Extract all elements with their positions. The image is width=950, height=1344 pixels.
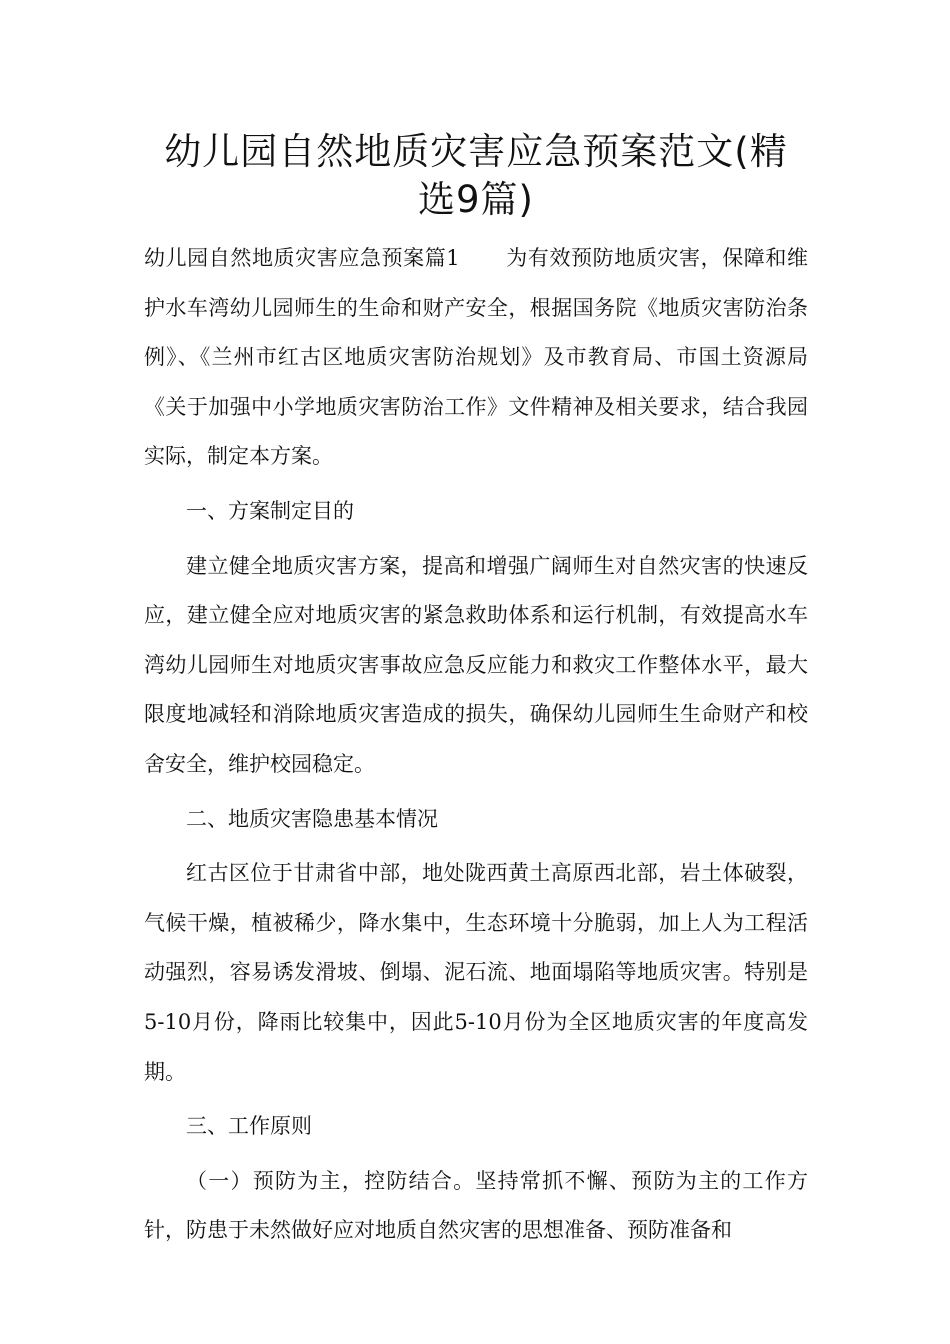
section-body-1: 建立健全地质灾害方案，提高和增强广阔师生对自然灾害的快速反应，建立健全应对地质灾害的紧急救助体系和运行机制，有效提高水车湾幼儿园师生对地质灾害事故应急反应能力和救灾工作整体水平，最大限度地减轻和消除地质灾害造成的损失，确保幼儿园师生生命财产和校舍安全，维护校园稳定。 [144,553,808,776]
intro-paragraph [144,234,808,482]
intro-text: 为有效预防地质灾害，保障和维护水车湾幼儿园师生的生命和财产安全，根据国务院《地质灾害防治条例》、《兰州市红古区地质灾害防治规划》及市教育局、市国土资源局《关于加强中小学地质灾害防治工作》文件精神及相关要求，结合我园实际，制定本方案。 [144,246,808,469]
section-heading-3: 三、工作原则 [186,1114,312,1139]
document-page [144,128,808,1256]
section-body-3: （一）预防为主，控防结合。坚持常抓不懈、预防为主的工作方针，防患于未然做好应对地质自然灾害的思想准备、预防准备和 [144,1168,808,1243]
document-title [144,128,808,224]
section-body-2: 红古区位于甘肃省中部，地处陇西黄土高原西北部，岩土体破裂，气候干燥，植被稀少，降水集中，生态环境十分脆弱，加上人为工程活动强烈，容易诱发滑坡、倒塌、泥石流、地面塌陷等地质灾害。特别是5-10月份，降雨比较集中，因此5-10月份为全区地质灾害的年度高发期。 [144,861,808,1084]
title-line-1: 幼儿园自然地质灾害应急预案范文(精 [164,130,788,173]
section-heading-1: 一、方案制定目的 [186,498,354,523]
section-heading-2: 二、地质灾害隐患基本情况 [186,806,438,831]
title-line-2: 选9篇) [418,178,534,221]
article-label: 幼儿园自然地质灾害应急预案篇1 [144,246,460,270]
